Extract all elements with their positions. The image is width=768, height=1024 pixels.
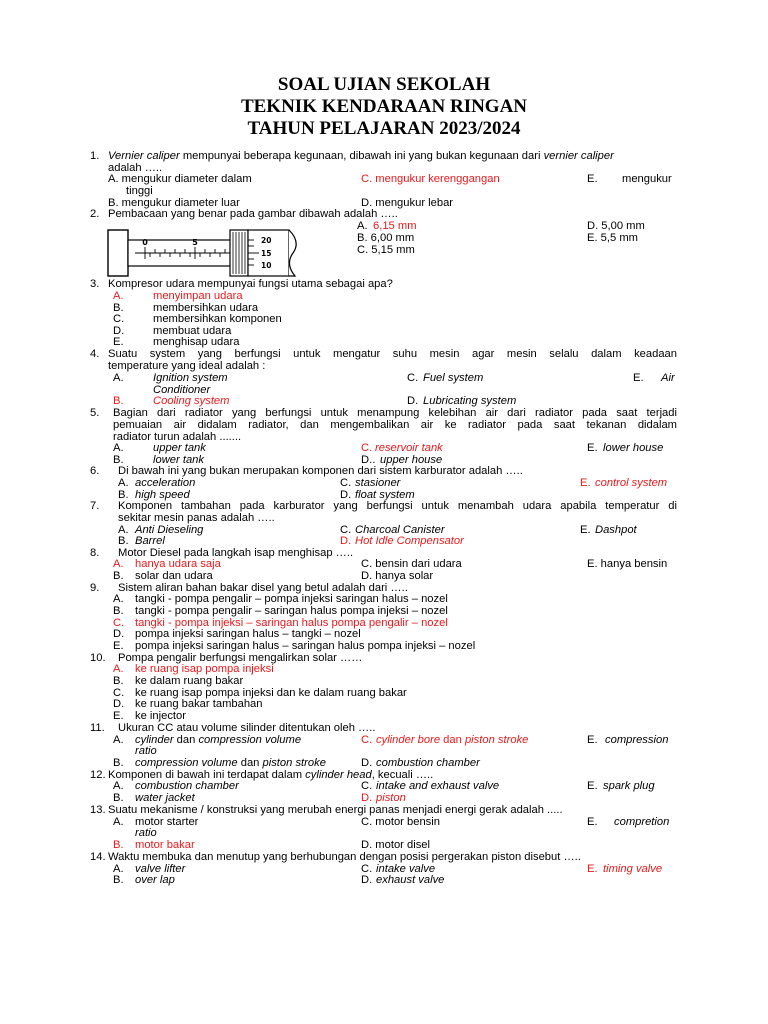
thimble-15: 15 [261,249,272,258]
q13-stem: 13. Suatu mekanisme / konstruksi yang merubah energi panas menjadi energi gerak adalah ..... [90,804,563,816]
q2-stem: 2. Pembacaan yang benar pada gambar dibawah adalah ….. [90,208,398,220]
q3-option-d: D. membuat udara [113,325,232,337]
q1-option-e-label: E. [587,173,598,185]
q11-option-e: compression [605,734,669,746]
q4-option-c: Fuel system [423,372,484,384]
q2-option-d: D. 5,00 mm [587,220,645,232]
q4-option-b: Cooling system [153,395,230,407]
q14-option-b: over lap [135,874,175,886]
q6-stem: 6. Di bawah ini yang bukan merupakan komponen dari sistem karburator adalah ….. [90,465,523,477]
q4-stem: 4. Suatu system yang berfungsi untuk mengatur suhu mesin agar mesin selalu dalam keadaan [90,348,677,360]
q13-option-c: C. motor bensin [361,816,440,828]
q7-option-b: Barrel [135,535,165,547]
q8-option-d: D. hanya solar [361,570,434,582]
q1-option-c: C. mengukur kerenggangan [361,173,500,185]
q12-stem: 12. Komponen di bawah ini terdapat dalam cylinder head, kecuali ….. [90,769,434,781]
q8-option-a: hanya udara saja [135,558,221,570]
q10-option-b: B. ke dalam ruang bakar [113,675,244,687]
q2-option-c: C. 5,15 mm [357,244,415,256]
q3-option-e: E. menghisap udara [113,336,240,348]
q5-option-b: lower tank [153,454,204,466]
q1-option-e-cont: tinggi [126,185,153,197]
q13-option-a: motor starter [135,816,199,828]
q4-option-e: Air [661,372,675,384]
q14-option-e: timing valve [603,863,663,875]
q7-option-c: Charcoal Canister [355,524,445,536]
q6-option-a: acceleration [135,477,196,489]
q11-stem: 11. Ukuran CC atau volume silinder ditentukan oleh ….. [90,722,376,734]
q7-stem: 7. Komponen tambahan pada karburator yang berfungsi untuk menambah udara apabila temperatur di [90,500,677,512]
q4-option-e-cont: Conditioner [153,384,211,396]
q1-option-b: B. mengukur diameter luar [108,197,240,209]
q10-option-d: D. ke ruang bakar tambahan [113,698,263,710]
q12-option-e: spark plug [603,780,655,792]
q14-option-d: exhaust valve [376,874,445,886]
q13-option-a-cont: ratio [135,827,157,839]
q10-option-e: E. ke injector [113,710,186,722]
q9-option-b: B. tangki - pompa pengalir – saringan halus pompa injeksi – nozel [113,605,448,617]
q3-option-a: A. menyimpan udara [113,290,243,302]
q9-option-e: E. pompa injeksi saringan halus – saringan halus pompa injeksi – nozel [113,640,476,652]
q9-option-c: C. tangki - pompa injeksi – saringan halus pompa pengalir – nozel [113,617,448,629]
q13-option-b: motor bakar [135,839,195,851]
scale-five: 5 [192,238,198,247]
q5-stem: 5. Bagian dari radiator yang berfungsi untuk menampung kelebihan air dari radiator pada saat terjadi [90,407,677,419]
q13-option-e: compretion [614,816,670,828]
micrometer-figure [107,228,303,280]
q11-option-a-cont: ratio [135,745,157,757]
q6-option-d: float system [355,489,415,501]
q5-option-a: upper tank [153,442,206,454]
q10-option-c: C. ke ruang isap pompa injeksi dan ke dalam ruang bakar [113,687,407,699]
q9-option-d: D. pompa injeksi saringan halus – tangki – nozel [113,628,361,640]
q5-option-c: reservoir tank [375,442,443,454]
q13-option-d: D. motor disel [361,839,431,851]
q2-option-a: 6,15 mm [373,220,417,232]
q3-option-c: C. membersihkan komponen [113,313,282,325]
thimble-20: 20 [261,236,272,245]
q6-option-e: control system [595,477,668,489]
q5-option-d: upper house [380,454,443,466]
q1-option-a: A. mengukur diameter dalam [108,173,252,185]
q12-option-b: water jacket [135,792,195,804]
q1-stem-cont: adalah ….. [108,162,163,174]
q2-option-a-label: A. [357,220,368,232]
q9-option-a: A. tangki - pompa pengalir – pompa injeksi saringan halus – nozel [113,593,448,605]
q12-option-d: piston [376,792,406,804]
q8-option-b: solar dan udara [135,570,213,582]
q11-option-a: cylinder dan compression volume [135,734,302,746]
title-line-2: TEKNIK KENDARAAN RINGAN [240,96,528,117]
q4-option-d: Lubricating system [423,395,517,407]
q4-option-a: Ignition system [153,372,228,384]
q8-stem: 8. Motor Diesel pada langkah isap menghisap ….. [90,547,354,559]
q7-option-d: Hot Idle Compensator [355,535,464,547]
scale-zero: 0 [142,238,148,247]
q2-option-e: E. 5,5 mm [587,232,638,244]
q12-option-a: combustion chamber [135,780,239,792]
q6-option-b: high speed [135,489,190,501]
q7-option-e: Dashpot [595,524,637,536]
q14-option-a: valve lifter [135,863,186,875]
q7-option-a: Anti Dieseling [135,524,204,536]
q14-stem: 14. Waktu membuka dan menutup yang berhubungan dengan posisi pergerakan piston disebut ….. [90,851,581,863]
thimble-10: 10 [261,261,272,270]
q8-option-c: C. bensin dari udara [361,558,462,570]
q5-option-e: lower house [603,442,664,454]
q11-option-d: combustion chamber [376,757,480,769]
q10-stem: 10. Pompa pengalir berfungsi mengalirkan solar …… [90,652,363,664]
q6-option-c: stasioner [355,477,401,489]
title-line-1: SOAL UJIAN SEKOLAH [277,74,491,95]
q2-option-b: B. 6,00 mm [357,232,415,244]
q9-stem: 9. Sistem aliran bahan bakar disel yang betul adalah dari ….. [90,582,408,594]
q11-option-b: compression volume dan piston stroke [135,757,326,769]
q3-stem: 3. Kompresor udara mempunyai fungsi utama sebagai apa? [90,278,393,290]
q1-option-d: D. mengukur lebar [361,197,454,209]
q1-option-e: mengukur [622,173,672,185]
q8-option-e: E. hanya bensin [587,558,668,570]
title-line-3: TAHUN PELAJARAN 2023/2024 [247,118,521,139]
q3-option-b: B. membersihkan udara [113,302,259,314]
q12-option-c: intake and exhaust valve [376,780,500,792]
q14-option-c: intake valve [376,863,436,875]
q10-option-a: A. ke ruang isap pompa injeksi [113,663,274,675]
q11-option-c: cylinder bore dan piston stroke [376,734,529,746]
q1-options-row1 [0,173,768,185]
q1-stem: 1. Vernier caliper mempunyai beberapa kegunaan, dibawah ini yang bukan kegunaan dari vernier caliper [90,150,614,162]
